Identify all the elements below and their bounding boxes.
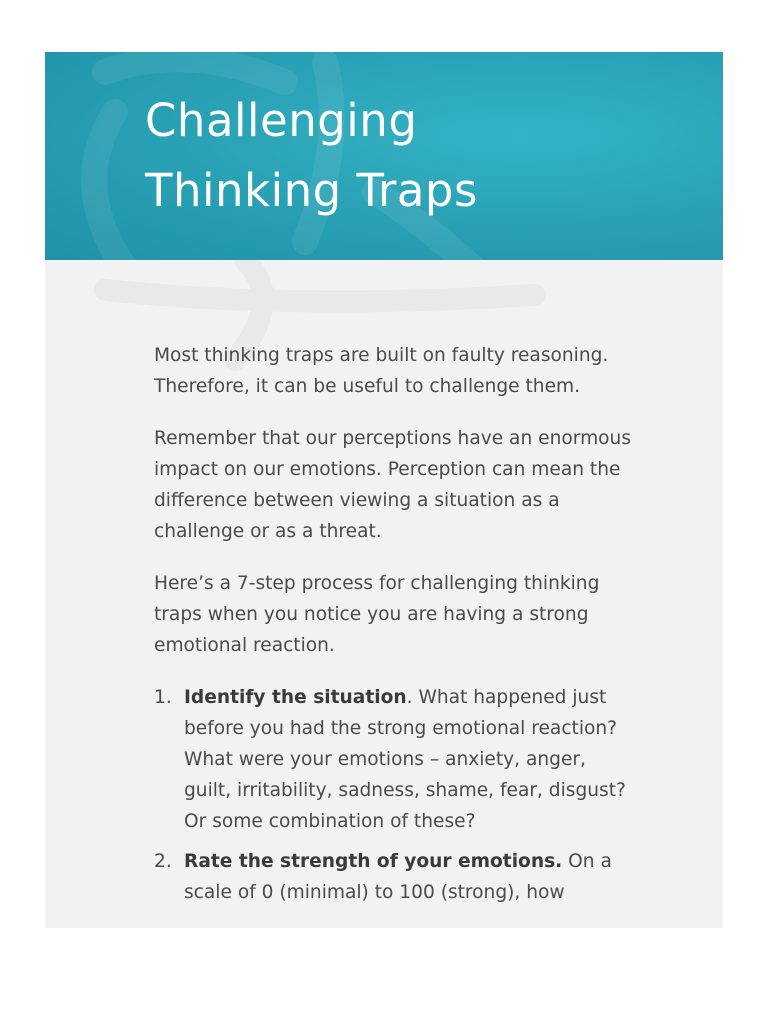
page-title [145, 86, 478, 226]
step-number: 2. [154, 851, 172, 872]
document-page [45, 52, 723, 928]
title-line-1: Challenging [145, 94, 418, 147]
list-item [154, 682, 634, 837]
steps-list [154, 682, 634, 908]
step-heading: Rate the strength of your emotions. [184, 851, 563, 872]
title-line-2: Thinking Traps [145, 164, 478, 217]
document-body [154, 340, 634, 917]
list-item [154, 846, 634, 908]
header-banner [45, 52, 723, 260]
step-text: On a scale of 0 (minimal) to 100 (strong), how [184, 851, 612, 903]
intro-paragraph: Most thinking traps are built on faulty reasoning. Therefore, it can be useful to challenge them. [154, 345, 609, 397]
perception-paragraph: Remember that our perceptions have an enormous impact on our emotions. Perception can mean the difference between viewing a situation as a challenge or as a threat. [154, 428, 632, 542]
step-heading: Identify the situation [184, 687, 407, 708]
step-number: 1. [154, 687, 172, 708]
process-paragraph: Here’s a 7-step process for challenging thinking traps when you notice you are having a strong emotional reaction. [154, 573, 600, 656]
step-text: . What happened just before you had the strong emotional reaction? What were your emotions – anxiety, anger, guilt, irritability, sadness, shame, fear, disgust? Or some combination of these? [184, 687, 626, 832]
